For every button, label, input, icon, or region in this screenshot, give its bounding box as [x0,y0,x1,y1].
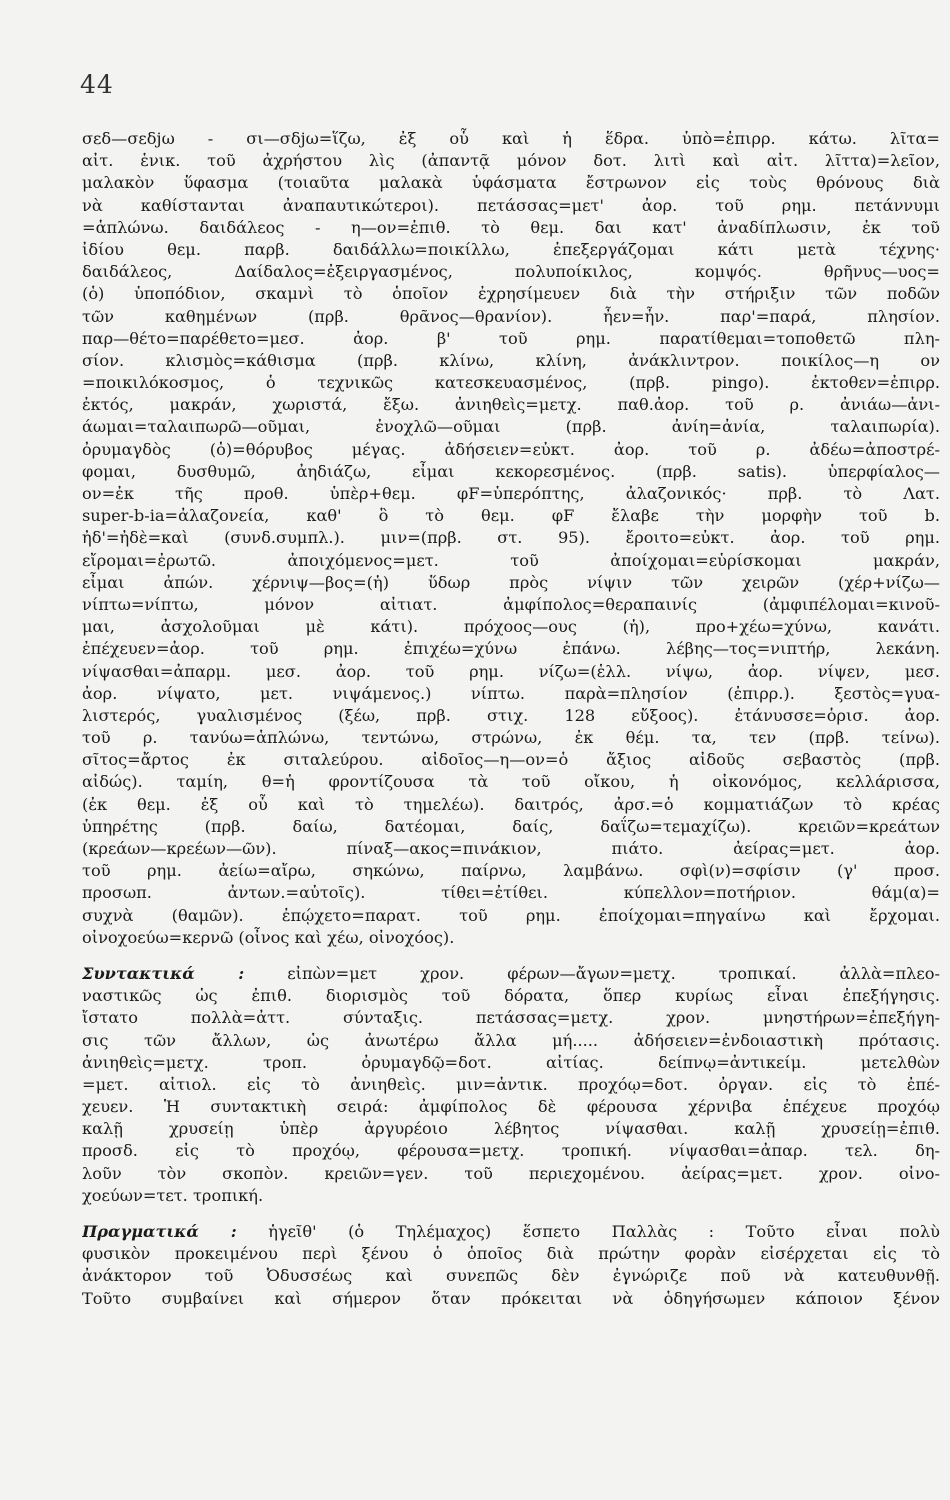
commentary-text [82,128,940,1310]
section-heading: Συντακτικά : [82,963,245,983]
text-line: ὀρυμαγδὸς (ὁ)=θόρυβος μέγας. ἀδήσειεν=εὐκτ. ἀορ. τοῦ ρ. ἀδέω=ἀποστρέ- [82,439,940,459]
text-line: Τοῦτο συμβαίνει καὶ σήμερον ὅταν πρόκειται νὰ ὁδηγήσωμεν κάποιον ξένον [82,1288,940,1308]
text-line: λοῦν τὸν σκοπὸν. κρειῶν=γεν. τοῦ περιεχομένου. ἀείρας=μετ. χρον. οἰνο- [82,1163,940,1183]
vocabulary-notes [82,128,940,949]
text-line: αἰτ. ἑνικ. τοῦ ἀχρήστου λὶς (ἀπαντᾷ μόνον δοτ. λιτὶ καὶ αἰτ. λῖττα)=λεῖον, [82,151,940,171]
text-line: (ἐκ θεμ. ἐξ οὗ καὶ τὸ τημελέω). δαιτρός, ἀρσ.=ὁ κομματιάζων τὸ κρέας [82,794,940,814]
text-line: ἀνιηθεὶς=μετχ. τροπ. ὀρυμαγδῷ=δοτ. αἰτίας. δείπνῳ=ἀντικείμ. μετελθὼν [82,1052,940,1072]
text-line: super-b-ia=ἀλαζονεία, καθ' ὃ τὸ θεμ. φF ἔλαβε τὴν μορφὴν τοῦ b. [82,506,940,526]
text-line: τοῦ ρημ. ἀείω=αἴρω, σηκώνω, παίρνω, λαμβάνω. σφὶ(ν)=σφίσιν (γ' προσ. [82,861,940,881]
page-number: 44 [80,70,114,99]
realia-notes [82,1221,940,1310]
text-line: =ἁπλώνω. δαιδάλεος - η—ον=ἐπιθ. τὸ θεμ. δαι κατ' ἀναδίπλωσιν, ἐκ τοῦ [82,217,940,237]
text-line: ὑπηρέτης (πρβ. δαίω, δατέομαι, δαίς, δαΐζω=τεμαχίζω). κρειῶν=κρεάτων [82,816,940,836]
text-line: φομαι, δυσθυμῶ, ἀηδιάζω, εἶμαι κεκορεσμένος. (πρβ. satis). ὑπερφίαλος— [82,461,940,481]
text-line: τῶν καθημένων (πρβ. θρᾶνος—θρανίον). ἦεν=ἦν. παρ'=παρά, πλησίον. [82,306,940,326]
text-line: ἰδίου θεμ. παρβ. δαιδάλλω=ποικίλλω, ἐπεξεργάζομαι κάτι μετὰ τέχνης· [82,239,940,259]
text-line: νίπτω=νίπτω, μόνον αἰτιατ. ἀμφίπολος=θεραπαινίς (ἀμφιπέλομαι=κινοῦ- [82,594,940,614]
text-line: νίψασθαι=ἀπαρμ. μεσ. ἀορ. τοῦ ρημ. νίζω=(ἑλλ. νίψω, ἀορ. νίψεν, μεσ. [82,661,940,681]
text-line: (ὁ) ὑποπόδιον, σκαμνὶ τὸ ὁποῖον ἐχρησίμευεν διὰ τὴν στήριξιν τῶν ποδῶν [82,284,940,304]
text-line: σίον. κλισμὸς=κάθισμα (πρβ. κλίνω, κλίνη, ἀνάκλιντρον. ποικίλος—η ον [82,350,940,370]
text-line: εἴρομαι=ἐρωτῶ. ἀποιχόμενος=μετ. τοῦ ἀποίχομαι=εὑρίσκομαι μακράν, [82,550,940,570]
text-line: προσδ. εἰς τὸ προχόῳ, φέρουσα=μετχ. τροπική. νίψασθαι=ἀπαρ. τελ. δη- [82,1141,940,1161]
text-line: λιστερός, γυαλισμένος (ξέω, πρβ. στιχ. 128 εὔξοος). ἐτάνυσσε=ὁρισ. ἀορ. [82,705,940,725]
text-line: χοεύων=τετ. τροπική. [82,1185,264,1205]
text-line: ἀνάκτορον τοῦ Ὀδυσσέως καὶ συνεπῶς δὲν ἐγνώριζε ποῦ νὰ κατευθυνθῇ. [82,1266,940,1286]
text-line: μαλακὸν ὕφασμα (τοιαῦτα μαλακὰ ὑφάσματα ἔστρωνον εἰς τοὺς θρόνους διὰ [82,173,940,193]
text-line: σεδ—σεδjω - σι—σδjω=ἵζω, ἐξ οὗ καὶ ἡ ἕδρα. ὑπὸ=ἐπιρρ. κάτω. λῖτα= [82,129,940,148]
syntax-notes [82,963,940,1207]
text-line: =ποικιλόκοσμος, ὁ τεχνικῶς κατεσκευασμένος, (πρβ. pingo). ἐκτοθεν=ἐπιρρ. [82,373,940,393]
text-line: (κρεάων—κρεέων—ῶν). πίναξ—ακος=πινάκιον, πιάτο. ἀείρας=μετ. ἀορ. [82,839,940,858]
text-line: εἶμαι ἀπών. χέρνιψ—βος=(ἡ) ὕδωρ πρὸς νίψιν τῶν χειρῶν (χέρ+νίζω— [82,572,940,592]
text-line: μαι, ἀσχολοῦμαι μὲ κάτι). πρόχοος—ους (ἡ), προ+χέω=χύνω, κανάτι. [82,617,940,637]
text-line: τοῦ ρ. τανύω=ἁπλώνω, τεντώνω, στρώνω, ἐκ θέμ. τα, τεν (πρβ. τείνω). [82,728,940,748]
text-line: ον=ἐκ τῆς προθ. ὑπὲρ+θεμ. φF=ὑπερόπτης, ἀλαζονικός· πρβ. τὸ Λατ. [82,484,940,503]
text-line: ἠδ'=ἠδὲ=καὶ (συνδ.συμπλ.). μιν=(πρβ. στ. 95). ἔροιτο=εὐκτ. ἀορ. τοῦ ρημ. [82,528,940,548]
text-line: άωμαι=ταλαιπωρῶ—οῦμαι, ἐνοχλῶ—οῦμαι (πρβ. ἀνίη=ἀνία, ταλαιπωρία). [82,417,940,437]
text-line: χευεν. Ἡ συντακτικὴ σειρά: ἀμφίπολος δὲ φέρουσα χέρνιβα ἐπέχευε προχόῳ [82,1097,940,1117]
text-line: ναστικῶς ὡς ἐπιθ. διορισμὸς τοῦ δόρατα, ὅπερ κυρίως εἶναι ἐπεξήγησις. [82,986,940,1006]
text-line: Πραγματικά : ἡγεῖθ' (ὁ Τηλέμαχος) ἕσπετο Παλλὰς : Τοῦτο εἶναι πολὺ [82,1222,940,1241]
text-line: δαιδάλεος, Δαίδαλος=ἐξειργασμένος, πολυποίκιλος, κομψός. θρῆνυς—υος= [82,262,940,282]
text-line: νὰ καθίστανται ἀναπαυτικώτεροι). πετάσσας=μετ' ἀορ. τοῦ ρημ. πετάννυμι [82,195,940,215]
text-line: συχνὰ (θαμῶν). ἐπῴχετο=παρατ. τοῦ ρημ. ἐποίχομαι=πηγαίνω καὶ ἔρχομαι. [82,905,940,925]
text-line: φυσικὸν προκειμένου περὶ ξένου ὁ ὁποῖος διὰ πρώτην φορὰν εἰσέρχεται εἰς τὸ [82,1244,940,1264]
text-line: προσωπ. ἀντων.=αὐτοῖς). τίθει=ἐτίθει. κύπελλον=ποτήριον. θάμ(α)= [82,883,940,903]
text-line: παρ—θέτο=παρέθετο=μεσ. ἀορ. β' τοῦ ρημ. παρατίθεμαι=τοποθετῶ πλη- [82,328,940,348]
text-line: ἴστατο πολλὰ=ἀττ. σύνταξις. πετάσσας=μετχ. χρον. μνηστήρων=ἐπεξήγη- [82,1008,940,1028]
text-line: ἐπέχευεν=ἀορ. τοῦ ρημ. ἐπιχέω=χύνω ἐπάνω. λέβης—τος=νιπτήρ, λεκάνη. [82,639,940,659]
text-line: σῖτος=ἄρτος ἐκ σιταλεύρου. αἰδοῖος—η—ον=ὁ ἄξιος αἰδοῦς σεβαστὸς (πρβ. [82,750,940,770]
text-line: ἀορ. νίψατο, μετ. νιψάμενος.) νίπτω. παρὰ=πλησίον (ἐπιρρ.). ξεστὸς=γυα- [82,683,940,703]
text-line: Συντακτικά : εἰπὼν=μετ χρον. φέρων—ἄγων=μετχ. τροπικαί. ἀλλὰ=πλεο- [82,963,940,983]
text-line: =μετ. αἰτιολ. εἰς τὸ ἀνιηθεὶς. μιν=ἀντικ. προχόῳ=δοτ. ὀργαν. εἰς τὸ ἐπέ- [82,1074,940,1094]
text-line: σις τῶν ἄλλων, ὡς ἀνωτέρω ἄλλα μή..... ἀδήσειεν=ἐνδοιαστικὴ πρότασις. [82,1030,940,1050]
text-line: ἐκτός, μακράν, χωριστά, ἔξω. ἀνιηθεὶς=μετχ. παθ.ἀορ. τοῦ ρ. ἀνιάω—ἀνι- [82,395,940,415]
text-line: αἰδώς). ταμίη, θ=ἡ φροντίζουσα τὰ τοῦ οἴκου, ἡ οἰκονόμος, κελλάρισσα, [82,772,940,792]
section-heading: Πραγματικά : [82,1222,237,1241]
text-line: οἰνοχοεύω=κερνῶ (οἶνος καὶ χέω, οἰνοχόος). [82,927,455,947]
text-line: καλῇ χρυσείῃ ὑπὲρ ἀργυρέοιο λέβητος νίψασθαι. καλῇ χρυσείῃ=ἐπιθ. [82,1119,940,1139]
